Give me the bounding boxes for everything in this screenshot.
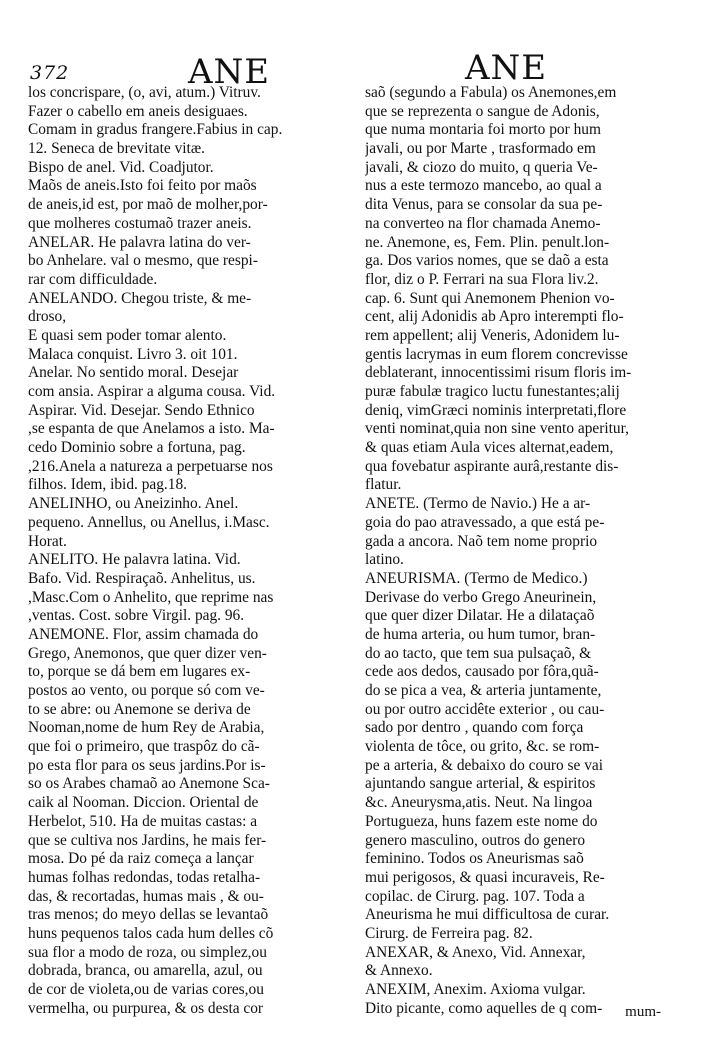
text-line: do ao tacto, que tem sua pulsaçaõ, & xyxy=(365,644,592,662)
text-line: violenta de tôce, ou grito, &c. se rom- xyxy=(365,738,600,756)
text-line: javali, ou por Marte , trasformado em xyxy=(365,140,596,158)
text-line: deniq, vimGræci nominis interpretati,flore xyxy=(365,401,627,419)
text-line: com ansia. Aspirar a alguma cousa. Vid. xyxy=(28,383,276,400)
text-line: Malaca conquist. Livro 3. oit 101. xyxy=(28,345,238,363)
text-line: Fazer o cabello em aneis desiguaes. xyxy=(28,102,248,120)
text-line: tras menos; do meyo dellas se levantaõ xyxy=(28,906,269,924)
text-line: ANELANDO. Chegou triste, & me- xyxy=(28,289,252,307)
text-line: rar com difficuldade. xyxy=(28,270,158,288)
text-line: do se pica a vea, & arteria juntamente, xyxy=(365,682,602,699)
text-line: ajuntando sangue arterial, & espiritos xyxy=(365,775,596,793)
text-line: & quas etiam Aula vices alternat,eadem, xyxy=(365,439,614,457)
text-line: E quasi sem poder tomar alento. xyxy=(28,326,227,344)
text-line: ga. Dos varios nomes, que se daõ a esta xyxy=(365,252,609,270)
text-line: huns pequenos talos cada hum delles cõ xyxy=(28,924,274,942)
text-line: ANEXIM, Anexim. Axioma vulgar. xyxy=(365,981,586,998)
text-line: que foi o primeiro, que traspôz do cã- xyxy=(28,738,260,756)
text-line: Horat. xyxy=(28,532,67,550)
text-line: goia do pao atravessado, a que está pe- xyxy=(365,513,605,531)
text-line: copilac. de Cirurg. pag. 107. Toda a xyxy=(365,887,585,905)
text-line: cede aos dedos, causado por fôra,quã- xyxy=(365,663,599,681)
text-line: vermelha, ou purpurea, & os desta cor xyxy=(28,999,264,1017)
text-line: genero masculino, outros do genero xyxy=(365,831,586,849)
text-line: gentis lacrymas in eum florem concrevisse xyxy=(365,345,628,363)
text-line: ANELITO. He palavra latina. Vid. xyxy=(28,551,241,569)
text-line: ANEURISMA. (Termo de Medico.) xyxy=(365,569,588,587)
text-line: & Annexo. xyxy=(365,962,433,980)
text-line: que numa montaria foi morto por hum xyxy=(365,121,601,139)
text-line: Maõs de aneis.Isto foi feito por maõs xyxy=(28,177,257,195)
text-line: ANEXAR, & Anexo, Vid. Annexar, xyxy=(365,943,586,961)
text-line: pequeno. Annellus, ou Anellus, i.Masc. xyxy=(28,513,270,531)
text-line: Herbelot, 510. Ha de muitas castas: a xyxy=(28,812,258,830)
text-line: cap. 6. Sunt qui Anemonem Phenion vo- xyxy=(365,289,615,307)
text-line: Dito picante, como aquelles de q com- xyxy=(365,999,603,1017)
text-line: filhos. Idem, ibid. pag.18. xyxy=(28,476,188,494)
text-line: ou por outro accidête exterior , ou cau- xyxy=(365,700,605,718)
text-line: sado por dentro , quando com força xyxy=(365,719,584,737)
text-line: droso, xyxy=(28,308,67,326)
text-line: Grego, Anemonos, que quer dizer ven- xyxy=(28,644,267,662)
text-line: ANEMONE. Flor, assim chamada do xyxy=(28,625,259,643)
text-line: humas folhas redondas, todas retalha- xyxy=(28,868,261,886)
text-line: que se reprezenta o sangue de Adonis, xyxy=(365,102,600,120)
text-line: flor, diz o P. Ferrari na sua Flora liv.2. xyxy=(365,270,599,288)
text-line: javali, & ciozo do muito, q queria Ve- xyxy=(365,158,598,176)
text-line: ,ventas. Cost. sobre Virgil. pag. 96. xyxy=(28,607,245,625)
text-line: rem appellent; alij Veneris, Adonidem lu- xyxy=(365,326,620,344)
text-line: ,216.Anela a natureza a perpetuarse nos xyxy=(28,457,273,475)
text-line: 12. Seneca de brevitate vitæ. xyxy=(28,140,205,158)
text-line: de aneis,id est, por maõ de molher,por- xyxy=(28,196,268,214)
text-line: saõ (segundo a Fabula) os Anemones,em xyxy=(365,84,617,101)
text-line: que molheres costumaõ trazer aneis. xyxy=(28,214,252,232)
text-line: Aspirar. Vid. Desejar. Sendo Ethnico xyxy=(28,401,255,419)
text-line: das, & recortadas, humas mais , & ou- xyxy=(28,887,264,905)
text-line: feminino. Todos os Aneurismas saõ xyxy=(365,850,584,868)
text-line: dobrada, branca, ou amarella, azul, ou xyxy=(28,962,263,980)
text-line: ANETE. (Termo de Navio.) He a ar- xyxy=(365,495,591,513)
text-line: deblaterant, innocentissimi risum floris im- xyxy=(365,364,632,382)
text-line: venti nominat,quia non sine vento aperitur, xyxy=(365,420,629,438)
running-head-left: ANE xyxy=(188,52,271,92)
text-line: flatur. xyxy=(365,476,402,494)
text-line: so os Arabes chamaõ ao Anemone Sca- xyxy=(28,775,270,793)
text-line: na converteo na flor chamada Anemo- xyxy=(365,214,601,232)
text-line: Nooman,nome de hum Rey de Arabia, xyxy=(28,719,265,737)
text-line: Portugueza, huns fazem este nome do xyxy=(365,812,598,830)
text-line: caik al Nooman. Diccion. Oriental de xyxy=(28,794,259,812)
text-line: to, porque se dá bem em lugares ex- xyxy=(28,663,251,681)
catchword: mum- xyxy=(625,1004,661,1020)
text-line: &c. Aneurysma,atis. Neut. Na lingoa xyxy=(365,794,593,812)
text-line: postos ao vento, ou porque só com ve- xyxy=(28,682,265,699)
text-line: to se abre: ou Anemone se deriva de xyxy=(28,700,251,718)
text-line: de cor de violeta,ou de varias cores,ou xyxy=(28,981,264,998)
text-line: Anelar. No sentido moral. Desejar xyxy=(28,364,239,382)
text-line: sua flor a modo de roza, ou simplez,ou xyxy=(28,943,267,961)
text-line: latino. xyxy=(365,551,404,569)
text-line: Cirurg. de Ferreira pag. 82. xyxy=(365,924,533,942)
text-line: los concrispare, (o, avi, atum.) Vitruv. xyxy=(28,84,261,101)
text-line: que se cultiva nos Jardins, he mais fer- xyxy=(28,831,267,849)
text-line: Aneurisma he mui difficultosa de curar. xyxy=(365,906,610,924)
text-line: ne. Anemone, es, Fem. Plin. penult.lon- xyxy=(365,233,610,251)
text-line: dita Venus, para se consolar da sua pe- xyxy=(365,196,603,214)
text-line: po esta flor para os seus jardins.Por is- xyxy=(28,756,266,774)
text-line: puræ fabulæ tragico luctu funestantes;alij xyxy=(365,383,620,400)
text-line: cedo Dominio sobre a fortuna, pag. xyxy=(28,439,246,457)
page-number: 372 xyxy=(30,62,70,84)
text-line: Comam in gradus frangere.Fabius in cap. xyxy=(28,121,283,139)
text-line: pe a arteria, & debaixo do couro se vai xyxy=(365,756,604,774)
text-line: gada a ancora. Naõ tem nome proprio xyxy=(365,532,598,550)
text-line: mui perigosos, & quasi incuraveis, Re- xyxy=(365,868,605,886)
text-line: de huma arteria, ou hum tumor, bran- xyxy=(365,625,596,643)
text-line: Derivase do verbo Grego Aneurinein, xyxy=(365,588,597,606)
text-line: qua fovebatur aspirante aurâ,restante dis- xyxy=(365,457,619,475)
text-line: Bafo. Vid. Respiraçaõ. Anhelitus, us. xyxy=(28,569,256,587)
text-line: nus a este termozo mancebo, ao qual a xyxy=(365,177,602,195)
text-line: cent, alij Adonidis ab Apro interempti flo- xyxy=(365,308,624,326)
right-column xyxy=(365,84,685,1018)
text-line: que quer dizer Dilatar. He a dilataçaõ xyxy=(365,607,595,625)
text-line: Bispo de anel. Vid. Coadjutor. xyxy=(28,158,214,176)
text-line: mosa. Do pé da raiz começa a lançar xyxy=(28,850,254,868)
text-line: ANELINHO, ou Aneizinho. Anel. xyxy=(28,495,239,513)
text-line: bo Anhelare. val o mesmo, que respi- xyxy=(28,252,258,270)
text-line: ,se espanta de que Anelamos a isto. Ma- xyxy=(28,420,275,438)
text-line: ,Masc.Com o Anhelito, que reprime nas xyxy=(28,588,274,606)
running-head-right: ANE xyxy=(465,48,548,88)
left-column xyxy=(28,84,348,1018)
text-line: ANELAR. He palavra latina do ver- xyxy=(28,233,251,251)
